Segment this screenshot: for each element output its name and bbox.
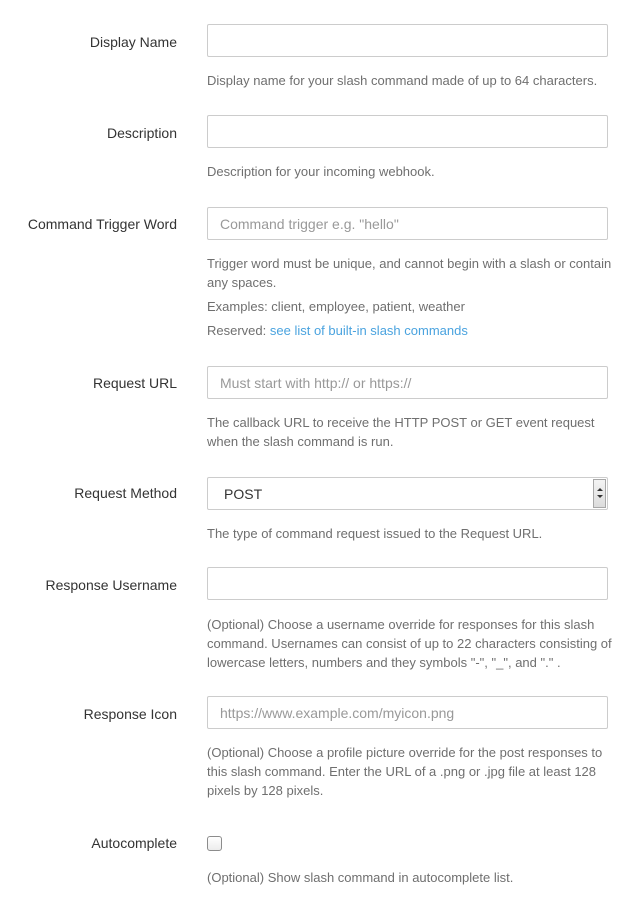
response-icon-input[interactable] [207, 696, 608, 729]
request-method-help [207, 524, 612, 543]
response-username-help [207, 615, 612, 672]
built-in-commands-link[interactable]: see list of built-in slash commands [269, 323, 468, 338]
request-url-input[interactable] [207, 366, 608, 399]
display-name-help [207, 71, 612, 90]
request-url-help [207, 413, 612, 451]
display-name-help-text: Display name for your slash command made of up to 64 characters. [207, 73, 598, 88]
display-name-input[interactable] [207, 24, 608, 57]
trigger-word-reserved [207, 321, 612, 340]
description-label: Description [106, 125, 177, 141]
chevron-down-icon [597, 495, 603, 498]
autocomplete-help [207, 868, 612, 887]
autocomplete-checkbox[interactable] [207, 836, 222, 851]
reserved-prefix: Reserved: [207, 323, 270, 338]
request-method-value: POST [224, 486, 263, 502]
chevron-up-icon [597, 488, 603, 491]
description-input[interactable] [207, 115, 608, 148]
select-arrows-icon[interactable] [593, 479, 606, 508]
trigger-word-examples: Examples: client, employee, patient, weather [207, 299, 465, 314]
description-help-text: Description for your incoming webhook. [207, 164, 435, 179]
trigger-word-label: Command Trigger Word [27, 216, 177, 232]
trigger-word-input[interactable] [207, 207, 608, 240]
response-icon-label: Response Icon [83, 706, 177, 722]
response-username-help-text: (Optional) Choose a username override for responses for this slash command. Usernames can consist of up to 22 characters consisting of lowercase letters, numbers and they symbols "-", "_", and "." . [207, 617, 612, 670]
autocomplete-help-text: (Optional) Show slash command in autocomplete list. [207, 870, 514, 885]
request-method-help-text: The type of command request issued to the Request URL. [207, 526, 543, 541]
response-username-label: Response Username [45, 577, 177, 593]
description-help [207, 162, 612, 181]
request-method-select[interactable] [207, 477, 608, 510]
trigger-word-help-text: Trigger word must be unique, and cannot begin with a slash or contain any spaces. [207, 256, 612, 290]
trigger-word-help [207, 254, 612, 340]
request-method-label: Request Method [74, 485, 177, 501]
response-icon-help-text: (Optional) Choose a profile picture override for the post responses to this slash command. Enter the URL of a .png or .jpg file at least 128 pixels by 128 pixels. [207, 745, 603, 798]
request-url-label: Request URL [92, 375, 177, 391]
response-icon-help [207, 743, 612, 800]
request-url-help-text: The callback URL to receive the HTTP POST or GET event request when the slash command is run. [207, 415, 595, 449]
response-username-input[interactable] [207, 567, 608, 600]
display-name-label: Display Name [89, 34, 177, 50]
autocomplete-label: Autocomplete [91, 835, 177, 851]
